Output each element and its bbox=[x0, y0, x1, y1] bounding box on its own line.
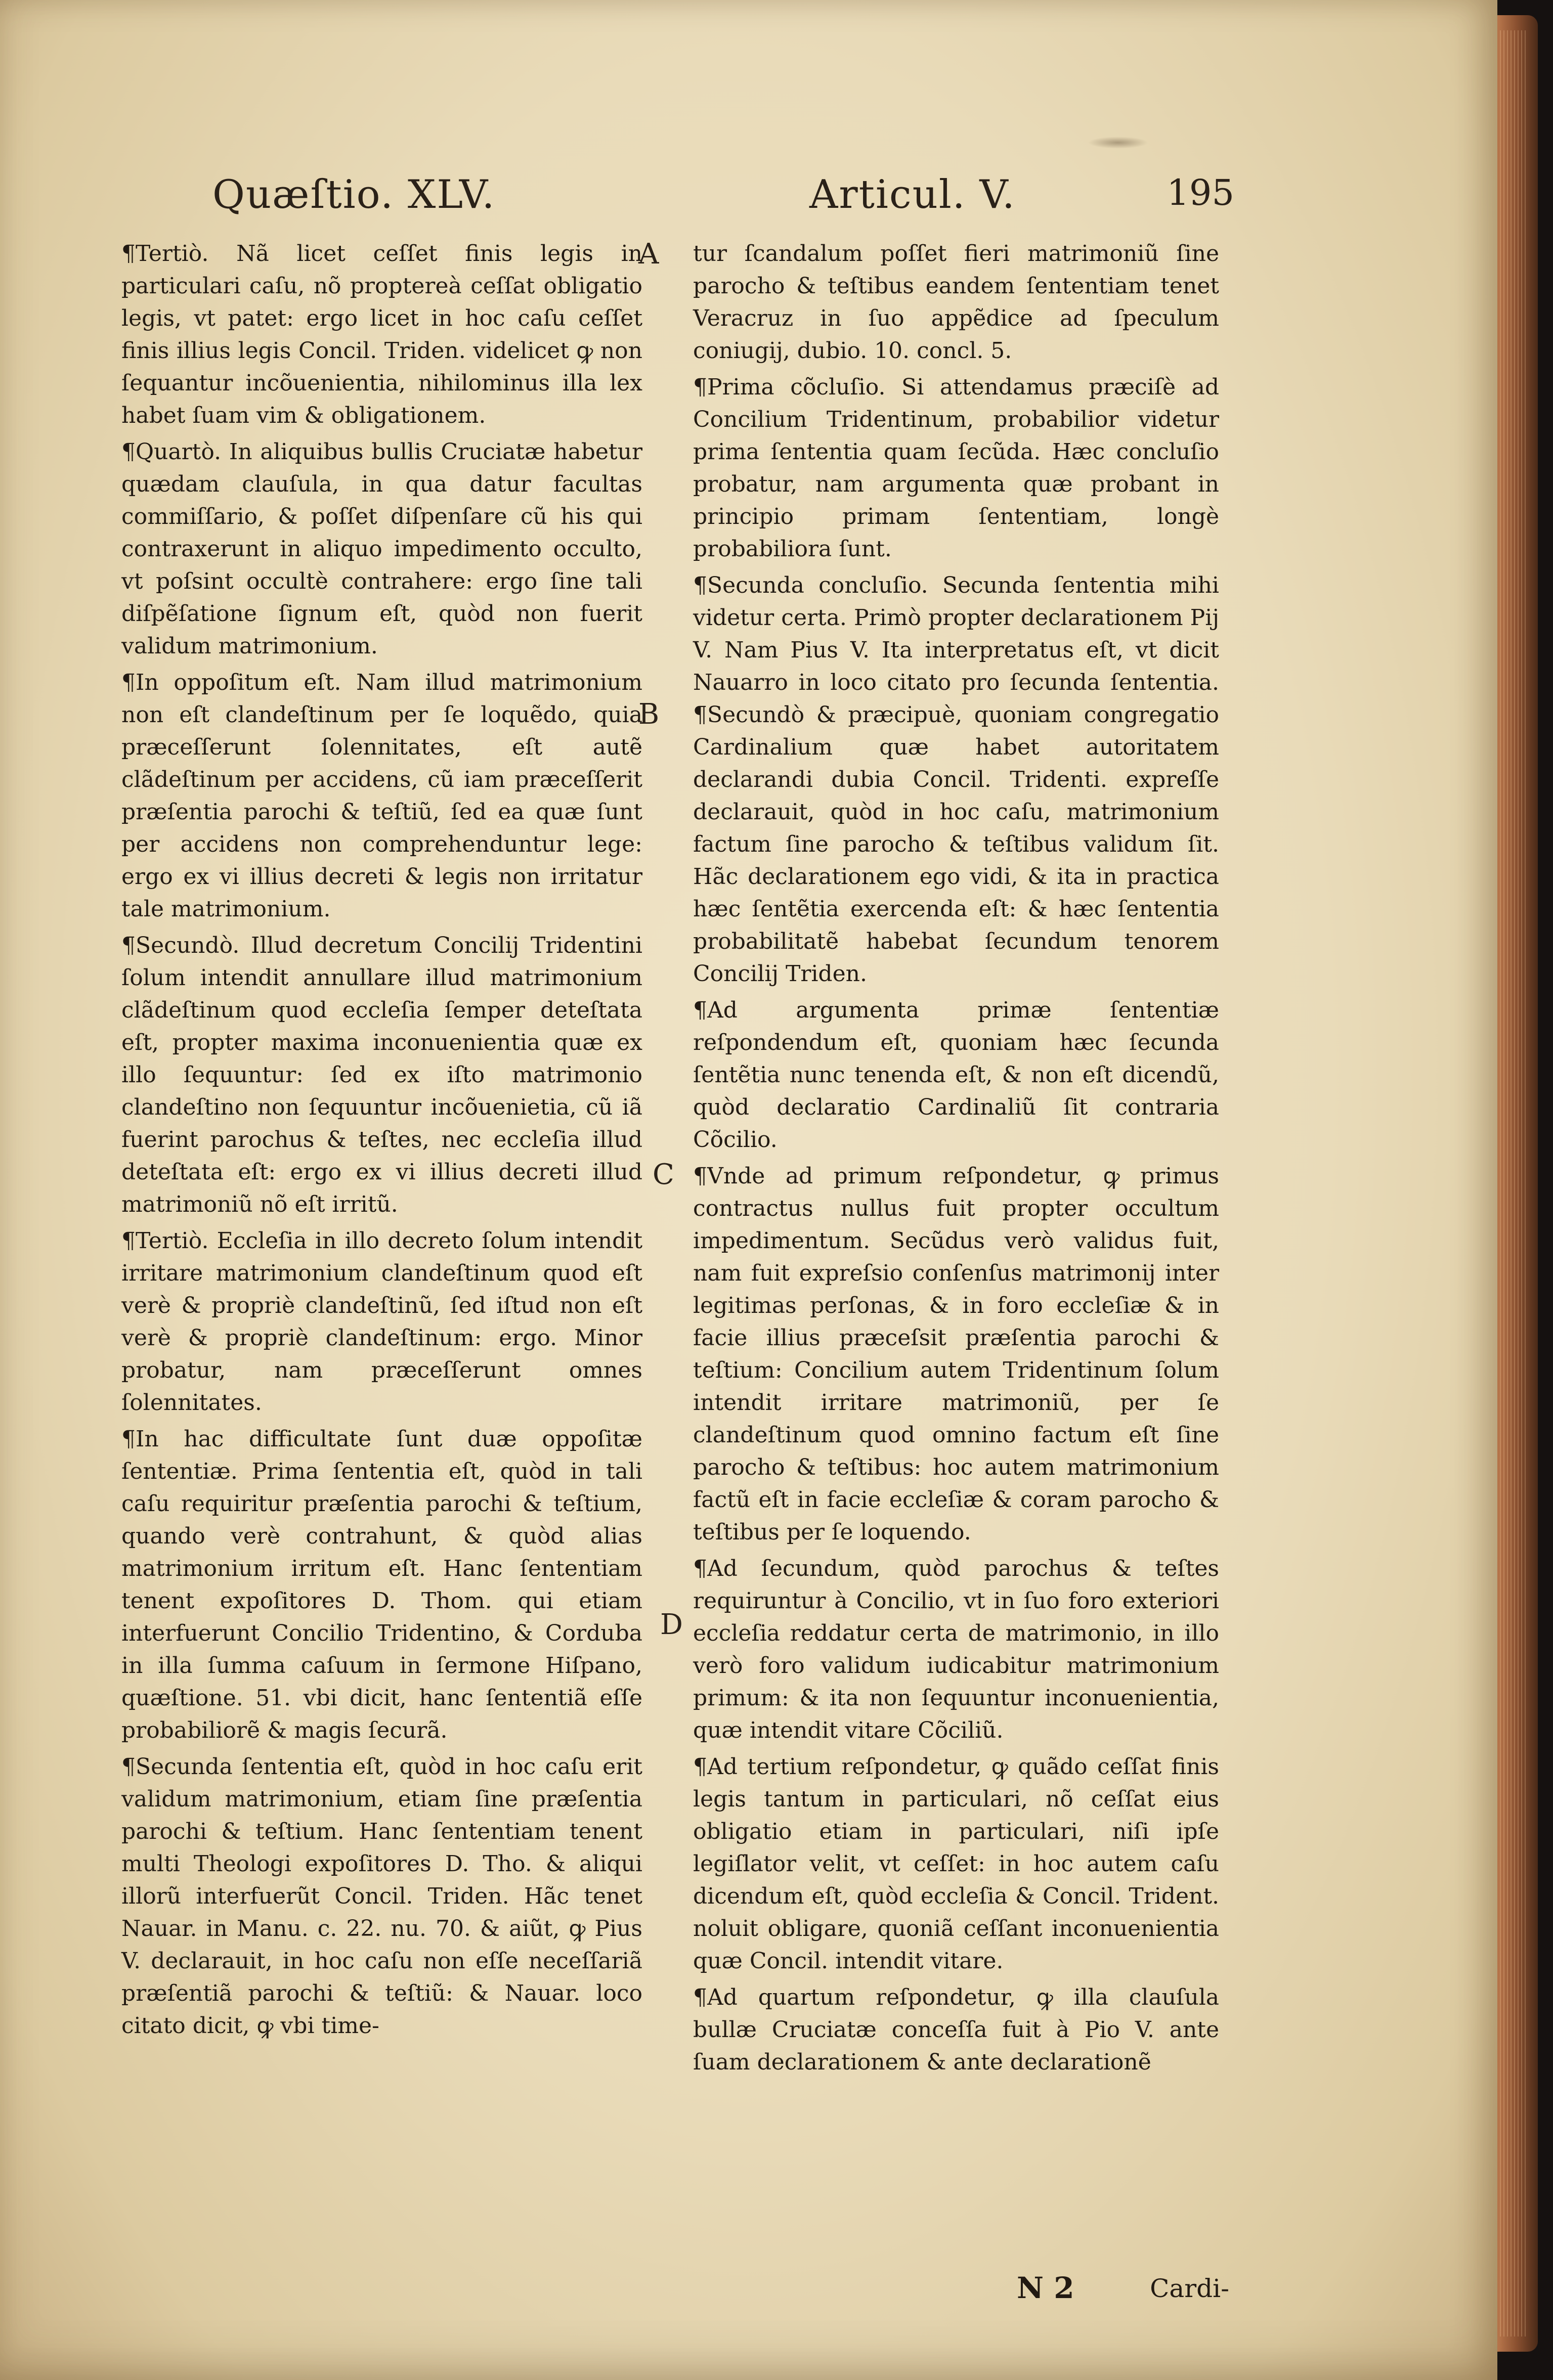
page-number: 195 bbox=[1167, 172, 1234, 213]
right-text-column bbox=[693, 238, 1219, 2083]
paragraph: ¶Ad tertium reſpondetur, ꝙ quãdo ceſſat finis legis tantum in particulari, nõ ceſſat eius obligatio etiam in particulari, niſi ipſe legiſlator velit, vt ceſſet: in hoc autem caſu dicendum eſt, quòd eccleſia & Concil. Trident. noluit obligare, quoniã ceſſant inconuenientia quæ Concil. intendit vitare. bbox=[693, 1754, 1219, 1974]
paragraph: ¶Ad ſecundum, quòd parochus & teſtes requiruntur à Concilio, vt in ſuo foro exteriori eccleſia reddatur certa de matrimonio, in illo verò foro validum iudicabitur matrimonium primum: & ita non ſequuntur inconuenientia, quæ intendit vitare Cõciliũ. bbox=[693, 1556, 1219, 1743]
margin-letter-c: C bbox=[653, 1158, 674, 1191]
running-header bbox=[212, 172, 1234, 228]
header-article-title: Articul. V. bbox=[809, 172, 1016, 217]
ink-smudge bbox=[1088, 137, 1148, 149]
paragraph: ¶Vnde ad primum reſpondetur, ꝙ primus contractus nullus fuit propter occultum impedimentum. Secũdus verò validus fuit, nam fuit expreſsio conſenſus matrimonij inter legitimas perſonas, & in foro eccleſiæ & in facie illius præceſsit præſentia parochi & teſtium: Concilium autem Tridentinum ſolum intendit irritare matrimoniũ, per ſe clandeſtinum quod omnino factum eſt ſine parocho & teſtibus: hoc autem matrimonium factũ eſt in facie eccleſiæ & coram parocho & teſtibus per ſe loquendo. bbox=[693, 1163, 1219, 1545]
paragraph: tur ſcandalum poſſet fieri matrimoniũ ſine parocho & teſtibus eandem ſententiam tenet Veracruz in ſuo appẽdice ad ſpeculum coniugij, dubio. 10. concl. 5. bbox=[693, 241, 1219, 364]
paragraph: ¶In oppoſitum eſt. Nam illud matrimonium non eſt clandeſtinum per ſe loquẽdo, quia præceſſerunt ſolennitates, eſt autẽ clãdeſtinum per accidens, cũ iam præceſſerit præſentia parochi & teſtiũ, ſed ea quæ ſunt per accidens non comprehenduntur lege: ergo ex vi illius decreti & legis non irritatur tale matrimonium. bbox=[121, 670, 642, 922]
margin-letter-a: A bbox=[638, 238, 659, 271]
margin-letter-d: D bbox=[660, 1608, 683, 1641]
catchword: Cardi- bbox=[1150, 2274, 1229, 2303]
left-text-column bbox=[121, 238, 642, 2046]
paragraph: ¶Tertiò. Nã licet ceſſet finis legis in particulari caſu, nõ proptereà ceſſat obligatio legis, vt patet: ergo licet in hoc caſu ceſſet finis illius legis Concil. Triden. videlicet ꝙ non ſequantur incõuenientia, nihilominus illa lex habet ſuam vim & obligationem. bbox=[121, 241, 642, 428]
paragraph: ¶Prima cõcluſio. Si attendamus præciſè ad Concilium Tridentinum, probabilior videtur prima ſententia quam ſecũda. Hæc concluſio probatur, nam argumenta quæ probant in principio primam ſententiam, longè probabiliora ſunt. bbox=[693, 374, 1219, 562]
page-footer bbox=[1017, 2271, 1229, 2311]
paragraph: ¶Secundò. Illud decretum Concilij Tridentini ſolum intendit annullare illud matrimonium clãdeſtinum quod eccleſia ſemper deteſtata eſt, propter maxima inconuenientia quæ ex illo ſequuntur: ſed ex iſto matrimonio clandeſtino non ſequuntur incõuenietia, cũ iã fuerint parochus & teſtes, nec eccleſia illud deteſtata eſt: ergo ex vi illius decreti illud matrimoniũ nõ eſt irritũ. bbox=[121, 933, 642, 1217]
paragraph: ¶Tertiò. Eccleſia in illo decreto ſolum intendit irritare matrimonium clandeſtinum quod eſt verè & propriè clandeſtinũ, ſed iſtud non eſt verè & propriè clandeſtinum: ergo. Minor probatur, nam præceſſerunt omnes ſolennitates. bbox=[121, 1228, 642, 1416]
paragraph: ¶In hac difficultate ſunt duæ oppoſitæ ſententiæ. Prima ſententia eſt, quòd in tali caſu requiritur præſentia parochi & teſtium, quando verè contrahunt, & quòd alias matrimonium irritum eſt. Hanc ſententiam tenent expoſitores D. Thom. qui etiam interfuerunt Concilio Tridentino, & Corduba in illa ſumma caſuum in ſermone Hiſpano, quæſtione. 51. vbi dicit, hanc ſententiã eſſe probabiliorẽ & magis ſecurã. bbox=[121, 1426, 642, 1743]
signature-mark: N 2 bbox=[1017, 2271, 1074, 2305]
paragraph: ¶Quartò. In aliquibus bullis Cruciatæ habetur quædam clauſula, in qua datur facultas commiſſario, & poſſet diſpenſare cũ his qui contraxerunt in aliquo impedimento occulto, vt poſsint occultè contrahere: ergo ſine tali diſpẽſatione ſignum eſt, quòd non fuerit validum matrimonium. bbox=[121, 439, 642, 659]
margin-letter-b: B bbox=[638, 698, 660, 731]
paragraph: ¶Ad quartum reſpondetur, ꝙ illa clauſula bullæ Cruciatæ conceſſa fuit à Pio V. ante ſuam declarationem & ante declarationẽ bbox=[693, 1985, 1219, 2075]
paragraph: ¶Secunda ſententia eſt, quòd in hoc caſu erit validum matrimonium, etiam ſine præſentia parochi & teſtium. Hanc ſententiam tenent multi Theologi expoſitores D. Tho. & aliqui illorũ interfuerũt Concil. Triden. Hãc tenet Nauar. in Manu. c. 22. nu. 70. & aiũt, ꝙ Pius V. declarauit, in hoc caſu non eſſe neceſſariã præſentiã parochi & teſtiũ: & Nauar. loco citato dicit, ꝙ vbi time- bbox=[121, 1754, 642, 2039]
paragraph: ¶Secunda concluſio. Secunda ſententia mihi videtur certa. Primò propter declarationem Pij V. Nam Pius V. Ita interpretatus eſt, vt dicit Nauarro in loco citato pro ſecunda ſententia. ¶Secundò & præcipuè, quoniam congregatio Cardinalium quæ habet autoritatem declarandi dubia Concil. Tridenti. expreſſe declarauit, quòd in hoc caſu, matrimonium factum ſine parocho & teſtibus validum ſit. Hãc declarationem ego vidi, & ita in practica hæc ſentẽtia exercenda eſt: & hæc ſententia probabilitatẽ habebat ſecundum tenorem Concilij Triden. bbox=[693, 572, 1219, 987]
paragraph: ¶Ad argumenta primæ ſententiæ reſpondendum eſt, quoniam hæc ſecunda ſentẽtia nunc tenenda eſt, & non eſt dicendũ, quòd declaratio Cardinaliũ ſit contraria Cõcilio. bbox=[693, 997, 1219, 1153]
header-question-title: Quæſtio. XLV. bbox=[212, 172, 496, 217]
